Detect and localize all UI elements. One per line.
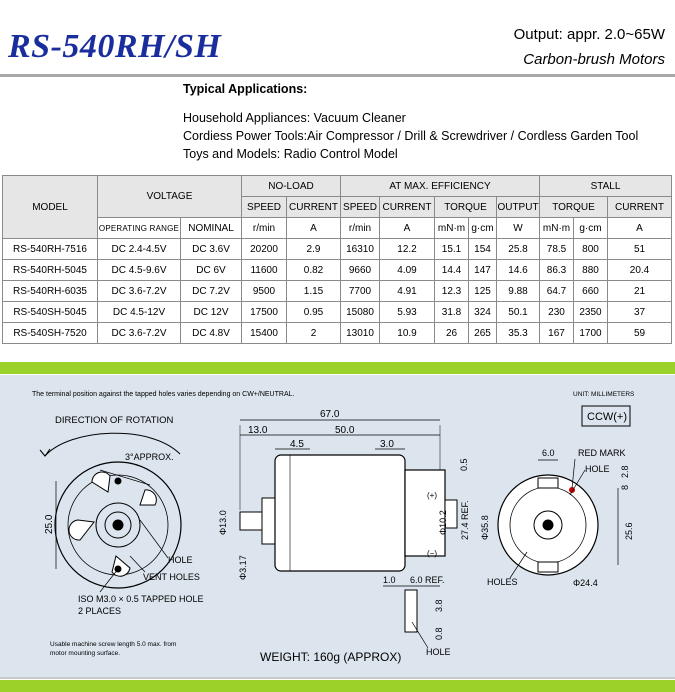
dim-phi24-4: Φ24.4 <box>573 578 598 588</box>
spec-cell: 78.5 <box>540 239 574 260</box>
red-mark-label: RED MARK <box>578 448 626 458</box>
header-speed: SPEED <box>341 197 380 218</box>
spec-cell: 20200 <box>242 239 287 260</box>
header-stall: STALL <box>540 176 672 197</box>
usable-note-1: Usable machine screw length 5.0 max. from <box>50 641 177 648</box>
spec-cell: 324 <box>469 302 497 323</box>
unit-a: A <box>287 218 341 239</box>
spec-cell: 2.9 <box>287 239 341 260</box>
model-cell: RS-540SH-7520 <box>3 323 98 344</box>
spec-cell: 0.82 <box>287 260 341 281</box>
spec-cell: 230 <box>540 302 574 323</box>
spec-cell: 16310 <box>341 239 380 260</box>
hole-label: HOLE <box>168 555 193 565</box>
ccw-label: CCW(+) <box>587 411 628 423</box>
dim-2-8: 2.8 <box>620 465 630 478</box>
spec-cell: 12.3 <box>435 281 469 302</box>
unit-w: W <box>497 218 540 239</box>
spec-cell: 14.4 <box>435 260 469 281</box>
spec-cell: 25.8 <box>497 239 540 260</box>
header-speed: SPEED <box>242 197 287 218</box>
motor-can <box>275 455 405 571</box>
header-current: CURRENT <box>380 197 435 218</box>
header-current: CURRENT <box>287 197 341 218</box>
vent-leader <box>130 556 145 572</box>
dim-phi3-17: Φ3.17 <box>238 555 248 580</box>
table-row <box>3 239 672 260</box>
spec-cell: 37 <box>608 302 672 323</box>
spec-table-body <box>3 239 672 344</box>
dim-3-8: 3.8 <box>434 599 444 612</box>
dim-6-ref: 6.0 REF. <box>410 575 445 585</box>
table-row <box>3 302 672 323</box>
shaft <box>240 512 262 530</box>
tapped-hole-label: ISO M3.0 × 0.5 TAPPED HOLE <box>78 594 204 604</box>
header-output: OUTPUT <box>497 197 540 218</box>
terminal-bottom <box>538 562 558 572</box>
product-category: Carbon-brush Motors <box>523 51 665 68</box>
dim-phi10-2: Φ10.2 <box>438 510 448 535</box>
dim-0-8: 0.8 <box>434 627 444 640</box>
unit-a: A <box>608 218 672 239</box>
dim-27-4: 27.4 REF. <box>460 500 470 540</box>
drawing-svg <box>0 375 675 677</box>
spec-cell: 59 <box>608 323 672 344</box>
rear-hole-label: HOLE <box>585 464 610 474</box>
spec-cell: DC 7.2V <box>181 281 242 302</box>
model-cell: RS-540RH-6035 <box>3 281 98 302</box>
application-item: Toys and Models: Radio Control Model <box>183 147 398 161</box>
spec-cell: 15080 <box>341 302 380 323</box>
dim-phi35-8: Φ35.8 <box>480 515 490 540</box>
spec-cell: DC 3.6V <box>181 239 242 260</box>
application-item: Household Appliances: Vacuum Cleaner <box>183 111 406 125</box>
header-model: MODEL <box>3 176 98 239</box>
approx-label: 3°APPROX. <box>125 452 174 462</box>
applications-heading: Typical Applications: <box>183 82 308 96</box>
spec-cell: 265 <box>469 323 497 344</box>
dim-25-6: 25.6 <box>624 522 634 540</box>
unit-gcm: g·cm <box>469 218 497 239</box>
terminal-note: The terminal position against the tapped holes varies depending on CW+/NEUTRAL. <box>32 391 295 398</box>
spec-cell: 20.4 <box>608 260 672 281</box>
dim-13: 13.0 <box>248 425 268 436</box>
spec-cell: 35.3 <box>497 323 540 344</box>
spec-cell: 660 <box>574 281 608 302</box>
units-label: UNIT: MILLIMETERS <box>573 391 635 398</box>
spec-cell: 167 <box>540 323 574 344</box>
unit-mnm: mN·m <box>540 218 574 239</box>
spec-cell: 154 <box>469 239 497 260</box>
spec-cell: 800 <box>574 239 608 260</box>
usable-note-2: motor mounting surface. <box>50 650 121 657</box>
two-places-label: 2 PLACES <box>78 606 122 616</box>
terminal-tab <box>405 590 417 632</box>
header-no-load: NO-LOAD <box>242 176 341 197</box>
shaft-end <box>113 520 123 530</box>
dim-50: 50.0 <box>335 425 355 436</box>
spec-cell: 2350 <box>574 302 608 323</box>
spec-cell: DC 3.6-7.2V <box>98 323 181 344</box>
unit-rmin: r/min <box>341 218 380 239</box>
header-max-efficiency: AT MAX. EFFICIENCY <box>341 176 540 197</box>
header-nominal: NOMINAL <box>181 218 242 239</box>
tapped-hole-top <box>115 478 121 484</box>
rear-shaft <box>543 520 553 530</box>
dim-1-0: 1.0 <box>383 575 396 585</box>
table-row <box>3 281 672 302</box>
dim-25: 25.0 <box>44 514 55 534</box>
header-operating-range: OPERATING RANGE <box>98 218 181 239</box>
spec-cell: DC 2.4-4.5V <box>98 239 181 260</box>
minus-label: (−) <box>427 549 437 558</box>
spec-cell: 15400 <box>242 323 287 344</box>
spec-cell: 125 <box>469 281 497 302</box>
dim-phi13: Φ13.0 <box>218 510 228 535</box>
dimension-drawing <box>0 375 675 677</box>
hole-leader <box>140 520 168 558</box>
spec-cell: 1700 <box>574 323 608 344</box>
spec-cell: 10.9 <box>380 323 435 344</box>
header-voltage: VOLTAGE <box>98 176 242 218</box>
spec-cell: 26 <box>435 323 469 344</box>
terminal-hole-label: HOLE <box>426 647 451 657</box>
spec-cell: DC 6V <box>181 260 242 281</box>
application-item: Cordiess Power Tools:Air Compressor / Drill & Screwdriver / Cordless Garden Tool <box>183 129 639 143</box>
unit-a: A <box>380 218 435 239</box>
unit-gcm: g·cm <box>574 218 608 239</box>
spec-cell: 21 <box>608 281 672 302</box>
output-range: Output: appr. 2.0~65W <box>513 26 665 43</box>
dim-3-0: 3.0 <box>380 439 394 450</box>
spec-cell: 15.1 <box>435 239 469 260</box>
spec-cell: DC 12V <box>181 302 242 323</box>
header-torque: TORQUE <box>435 197 497 218</box>
dim-4-5: 4.5 <box>290 439 304 450</box>
title-divider <box>0 74 675 77</box>
spec-cell: 86.3 <box>540 260 574 281</box>
spec-cell: 9.88 <box>497 281 540 302</box>
spec-cell: DC 3.6-7.2V <box>98 281 181 302</box>
spec-cell: 2 <box>287 323 341 344</box>
spec-table <box>2 175 672 344</box>
table-row <box>3 323 672 344</box>
spec-cell: 12.2 <box>380 239 435 260</box>
spec-cell: 7700 <box>341 281 380 302</box>
front-boss <box>262 498 275 544</box>
product-title: RS-540RH/SH <box>8 28 222 65</box>
spec-cell: 14.6 <box>497 260 540 281</box>
spec-cell: 147 <box>469 260 497 281</box>
spec-cell: 9660 <box>341 260 380 281</box>
terminal-top <box>538 478 558 488</box>
terminal-hole-leader <box>412 622 428 648</box>
spec-cell: DC 4.5-12V <box>98 302 181 323</box>
header-torque: TORQUE <box>540 197 608 218</box>
applications-section <box>183 80 638 163</box>
spec-cell: 5.93 <box>380 302 435 323</box>
spec-cell: 17500 <box>242 302 287 323</box>
spec-cell: 31.8 <box>435 302 469 323</box>
spec-cell: 4.91 <box>380 281 435 302</box>
spec-cell: 11600 <box>242 260 287 281</box>
spec-cell: DC 4.8V <box>181 323 242 344</box>
dim-8: 8 <box>620 484 630 490</box>
model-cell: RS-540RH-7516 <box>3 239 98 260</box>
holes-label: HOLES <box>487 577 518 587</box>
weight-label: WEIGHT: 160g (APPROX) <box>260 650 402 664</box>
table-row <box>3 260 672 281</box>
spec-cell: 64.7 <box>540 281 574 302</box>
spec-cell: 880 <box>574 260 608 281</box>
spec-cell: 1.15 <box>287 281 341 302</box>
header-current: CURRENT <box>608 197 672 218</box>
model-cell: RS-540SH-5045 <box>3 302 98 323</box>
dim-6-0: 6.0 <box>542 448 555 458</box>
unit-rmin: r/min <box>242 218 287 239</box>
spec-cell: 50.1 <box>497 302 540 323</box>
spec-cell: DC 4.5-9.6V <box>98 260 181 281</box>
bottom-rule <box>0 677 675 679</box>
unit-mnm: mN·m <box>435 218 469 239</box>
green-footer <box>0 680 675 692</box>
green-divider <box>0 362 675 374</box>
model-cell: RS-540RH-5045 <box>3 260 98 281</box>
spec-cell: 13010 <box>341 323 380 344</box>
vent-holes-label: VENT HOLES <box>143 572 200 582</box>
dim-0-5: 0.5 <box>459 458 469 471</box>
spec-cell: 9500 <box>242 281 287 302</box>
spec-cell: 0.95 <box>287 302 341 323</box>
spec-cell: 51 <box>608 239 672 260</box>
spec-cell: 4.09 <box>380 260 435 281</box>
direction-label: DIRECTION OF ROTATION <box>55 415 174 426</box>
dim-67: 67.0 <box>320 409 340 420</box>
plus-label: (+) <box>427 491 437 500</box>
